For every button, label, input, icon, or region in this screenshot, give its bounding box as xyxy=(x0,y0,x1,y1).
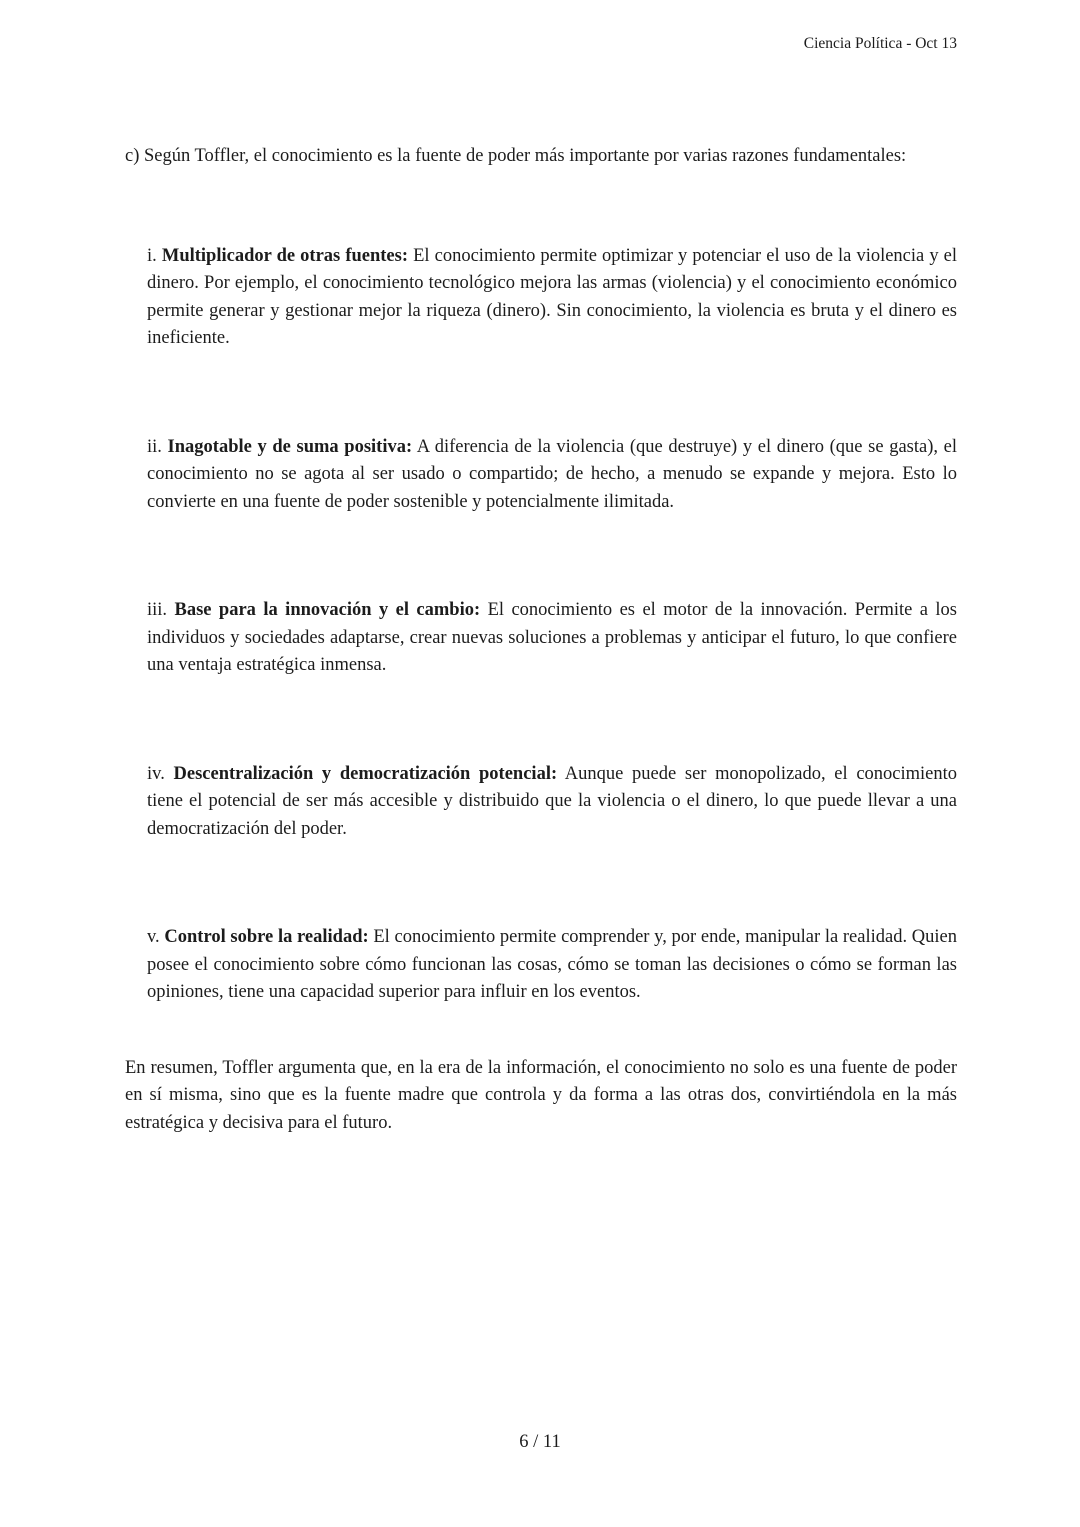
item-text: El conocimiento permite optimizar y potenciar el uso de la violencia y el dinero. Por ejemplo, el conocimiento tecnológico mejora las armas (violencia) y el conocimiento económico permite generar y gestionar mejor la riqueza (dinero). Sin conocimiento, la violencia es bruta y el dinero es ineficiente. xyxy=(147,245,958,348)
intro-paragraph: c) Según Toffler, el conocimiento es la fuente de poder más importante por varias razones fundamentales: xyxy=(125,146,907,166)
item-marker: iv. xyxy=(147,763,165,784)
page-number: 6 / 11 xyxy=(519,1432,561,1452)
list-item-iv xyxy=(147,761,957,844)
item-title: Control sobre la realidad: xyxy=(164,927,369,947)
item-marker: ii. xyxy=(147,436,162,457)
conclusion-paragraph: En resumen, Toffler argumenta que, en la era de la información, el conocimiento no solo es una fuente de poder en sí misma, sino que es la fuente madre que controla y da forma a las otras dos, convirtiéndola en la más estratégica y decisiva para el futuro. xyxy=(125,1057,957,1133)
item-text: Aunque puede ser monopolizado, el conocimiento tiene el potencial de ser más accesible y distribuido que la violencia o el dinero, lo que puede llevar a una democratización del poder. xyxy=(147,763,958,839)
page-header: Ciencia Política - Oct 13 xyxy=(803,35,957,52)
item-marker: iii. xyxy=(147,600,168,620)
list-item-iii xyxy=(147,597,957,680)
document-content xyxy=(125,143,957,1137)
item-title: Multiplicador de otras fuentes: xyxy=(161,245,409,266)
item-title: Descentralización y democratización potencial: xyxy=(173,763,558,784)
item-title: Inagotable y de suma positiva: xyxy=(167,436,413,457)
item-marker: i. xyxy=(147,245,157,266)
list-item-v xyxy=(147,924,957,1007)
item-marker: v. xyxy=(147,927,160,947)
item-text: A diferencia de la violencia (que destruye) y el dinero (que se gasta), el conocimiento no se agota al ser usado o compartido; de hecho, a menudo se expande y mejora. Esto lo convierte en una fuente de poder sostenible y potencialmente ilimitada. xyxy=(147,436,957,512)
item-title: Base para la innovación y el cambio: xyxy=(174,600,481,620)
item-text: El conocimiento permite comprender y, por ende, manipular la realidad. Quien posee el conocimiento sobre cómo funcionan las cosas, cómo se toman las decisiones o cómo se forman las opiniones, tiene una capacidad superior para influir en los eventos. xyxy=(147,927,957,1002)
list-item-ii xyxy=(147,434,957,517)
item-text: El conocimiento es el motor de la innovación. Permite a los individuos y sociedades adaptarse, crear nuevas soluciones a problemas y anticipar el futuro, lo que confiere una ventaja estratégica inmensa. xyxy=(147,600,958,675)
list-item-i xyxy=(147,243,957,353)
